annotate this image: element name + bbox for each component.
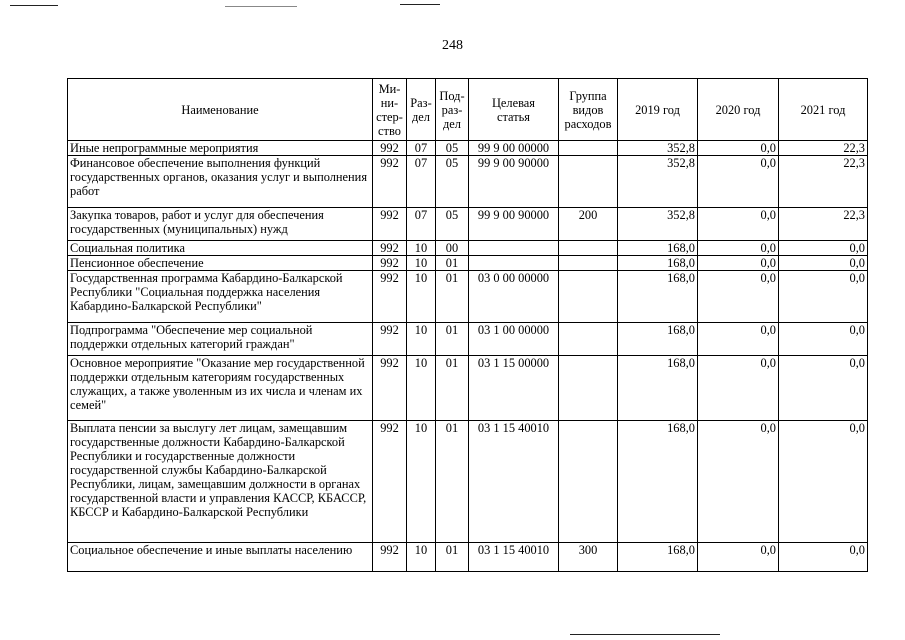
cell-cs: 99 9 00 90000 <box>469 156 559 208</box>
table-header-row <box>68 79 868 141</box>
cell-y2021: 22,3 <box>779 156 868 208</box>
cell-pr: 01 <box>436 256 469 271</box>
cell-y2020: 0,0 <box>698 241 779 256</box>
cell-vr <box>559 421 618 543</box>
cell-cs: 03 1 00 00000 <box>469 323 559 356</box>
header-section: Раз- дел <box>407 79 436 141</box>
cell-name: Пенсионное обеспечение <box>68 256 373 271</box>
table-row <box>68 141 868 156</box>
cell-y2020: 0,0 <box>698 141 779 156</box>
cell-y2020: 0,0 <box>698 421 779 543</box>
header-expense-group: Группа видов расходов <box>559 79 618 141</box>
cell-cs: 99 9 00 00000 <box>469 141 559 156</box>
cell-y2019: 352,8 <box>618 141 698 156</box>
cell-cs <box>469 241 559 256</box>
cell-rz: 10 <box>407 421 436 543</box>
cell-y2020: 0,0 <box>698 156 779 208</box>
budget-table <box>67 78 868 572</box>
header-subsection: Под- раз- дел <box>436 79 469 141</box>
cell-rz: 10 <box>407 543 436 572</box>
page-number: 248 <box>442 38 463 53</box>
cell-cs: 03 0 00 00000 <box>469 271 559 323</box>
cell-y2019: 168,0 <box>618 323 698 356</box>
cell-vr <box>559 156 618 208</box>
cell-vr <box>559 241 618 256</box>
cell-y2020: 0,0 <box>698 271 779 323</box>
scan-artifact-bottom <box>570 634 720 635</box>
cell-y2019: 168,0 <box>618 271 698 323</box>
cell-name: Иные непрограммные мероприятия <box>68 141 373 156</box>
cell-y2020: 0,0 <box>698 256 779 271</box>
cell-min: 992 <box>373 543 407 572</box>
cell-y2021: 0,0 <box>779 256 868 271</box>
scan-artifact-top-middle <box>225 6 297 7</box>
cell-y2020: 0,0 <box>698 323 779 356</box>
cell-pr: 05 <box>436 208 469 241</box>
cell-y2020: 0,0 <box>698 543 779 572</box>
cell-min: 992 <box>373 256 407 271</box>
cell-y2019: 168,0 <box>618 356 698 421</box>
cell-name: Финансовое обеспечение выполнения функций государственных органов, оказания услуг и выполнения работ <box>68 156 373 208</box>
cell-vr <box>559 271 618 323</box>
cell-y2019: 168,0 <box>618 241 698 256</box>
cell-pr: 05 <box>436 141 469 156</box>
table-row <box>68 421 868 543</box>
cell-y2021: 22,3 <box>779 208 868 241</box>
cell-cs: 03 1 15 00000 <box>469 356 559 421</box>
cell-y2020: 0,0 <box>698 208 779 241</box>
cell-y2021: 0,0 <box>779 241 868 256</box>
cell-rz: 10 <box>407 323 436 356</box>
cell-rz: 07 <box>407 141 436 156</box>
cell-min: 992 <box>373 241 407 256</box>
cell-vr: 200 <box>559 208 618 241</box>
cell-y2019: 168,0 <box>618 256 698 271</box>
table-row <box>68 356 868 421</box>
cell-y2021: 0,0 <box>779 323 868 356</box>
cell-y2021: 0,0 <box>779 543 868 572</box>
cell-y2020: 0,0 <box>698 356 779 421</box>
cell-rz: 10 <box>407 271 436 323</box>
table-row <box>68 256 868 271</box>
cell-vr <box>559 256 618 271</box>
cell-vr <box>559 356 618 421</box>
cell-name: Социальная политика <box>68 241 373 256</box>
cell-y2019: 168,0 <box>618 421 698 543</box>
header-article: Целевая статья <box>469 79 559 141</box>
scan-artifact-top-left <box>10 5 58 6</box>
cell-min: 992 <box>373 323 407 356</box>
table-row <box>68 323 868 356</box>
cell-min: 992 <box>373 271 407 323</box>
cell-pr: 00 <box>436 241 469 256</box>
cell-y2019: 352,8 <box>618 156 698 208</box>
table-row <box>68 208 868 241</box>
cell-rz: 10 <box>407 241 436 256</box>
table-row <box>68 241 868 256</box>
cell-cs: 03 1 15 40010 <box>469 421 559 543</box>
cell-y2021: 0,0 <box>779 356 868 421</box>
cell-rz: 07 <box>407 208 436 241</box>
cell-name: Закупка товаров, работ и услуг для обеспечения государственных (муниципальных) нужд <box>68 208 373 241</box>
cell-name: Государственная программа Кабардино-Балкарской Республики "Социальная поддержка населения Кабардино-Балкарской Республики" <box>68 271 373 323</box>
cell-cs <box>469 256 559 271</box>
table-row <box>68 271 868 323</box>
cell-vr <box>559 141 618 156</box>
cell-min: 992 <box>373 141 407 156</box>
cell-cs: 99 9 00 90000 <box>469 208 559 241</box>
cell-pr: 01 <box>436 323 469 356</box>
cell-pr: 01 <box>436 421 469 543</box>
cell-min: 992 <box>373 156 407 208</box>
table-row <box>68 543 868 572</box>
header-ministry: Ми- ни- стер- ство <box>373 79 407 141</box>
cell-name: Основное мероприятие "Оказание мер государственной поддержки отдельным категориям государственных служащих, а также уволенным из их числа и членам их семей" <box>68 356 373 421</box>
cell-rz: 07 <box>407 156 436 208</box>
cell-min: 992 <box>373 421 407 543</box>
cell-name: Выплата пенсии за выслугу лет лицам, замещавшим государственные должности Кабардино-Балкарской Республики и государственные должности государственной службы Кабардино-Балкарской Республики, лицам, замещавшим должности в органах государственной власти и управления КАССР, КБАССР, КБССР и Кабардино-Балкарской Республики <box>68 421 373 543</box>
cell-min: 992 <box>373 356 407 421</box>
cell-pr: 01 <box>436 356 469 421</box>
cell-y2021: 0,0 <box>779 421 868 543</box>
cell-y2021: 22,3 <box>779 141 868 156</box>
cell-rz: 10 <box>407 356 436 421</box>
scan-artifact-top-right <box>400 4 440 5</box>
table-row <box>68 156 868 208</box>
cell-cs: 03 1 15 40010 <box>469 543 559 572</box>
cell-rz: 10 <box>407 256 436 271</box>
cell-y2021: 0,0 <box>779 271 868 323</box>
header-2021: 2021 год <box>779 79 868 141</box>
cell-pr: 01 <box>436 271 469 323</box>
cell-name: Социальное обеспечение и иные выплаты населению <box>68 543 373 572</box>
cell-vr: 300 <box>559 543 618 572</box>
cell-pr: 01 <box>436 543 469 572</box>
header-2020: 2020 год <box>698 79 779 141</box>
cell-y2019: 352,8 <box>618 208 698 241</box>
cell-y2019: 168,0 <box>618 543 698 572</box>
cell-pr: 05 <box>436 156 469 208</box>
cell-min: 992 <box>373 208 407 241</box>
cell-vr <box>559 323 618 356</box>
cell-name: Подпрограмма "Обеспечение мер социальной поддержки отдельных категорий граждан" <box>68 323 373 356</box>
header-2019: 2019 год <box>618 79 698 141</box>
header-name: Наименование <box>68 79 373 141</box>
